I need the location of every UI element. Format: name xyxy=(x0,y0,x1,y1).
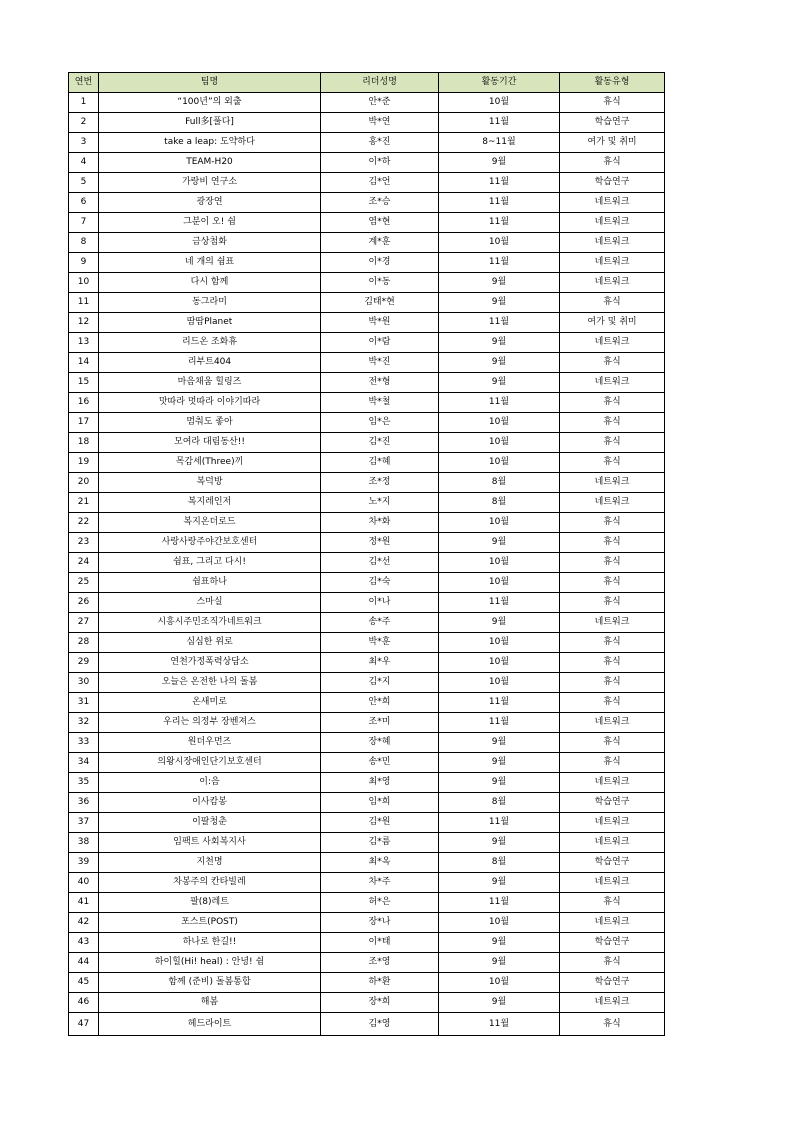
cell-activity-type: 학습연구 xyxy=(560,793,665,813)
cell-activity-type: 네트워크 xyxy=(560,613,665,633)
cell-leader-name: 이*태 xyxy=(321,933,439,953)
table-row xyxy=(69,273,665,293)
cell-team-name: 원더우먼즈 xyxy=(99,733,321,753)
header-activity-period: 활동기간 xyxy=(439,73,560,93)
cell-number: 33 xyxy=(69,733,99,753)
cell-activity-type: 네트워크 xyxy=(560,213,665,233)
cell-leader-name: 정*원 xyxy=(321,533,439,553)
cell-number: 15 xyxy=(69,373,99,393)
table-row xyxy=(69,553,665,573)
cell-leader-name: 최*영 xyxy=(321,773,439,793)
cell-team-name: 복덕방 xyxy=(99,473,321,493)
cell-number: 40 xyxy=(69,873,99,893)
table-row xyxy=(69,833,665,853)
cell-number: 5 xyxy=(69,173,99,193)
cell-activity-period: 9월 xyxy=(439,353,560,373)
table-row xyxy=(69,413,665,433)
table-row xyxy=(69,793,665,813)
cell-activity-period: 9월 xyxy=(439,533,560,553)
cell-number: 46 xyxy=(69,993,99,1013)
cell-leader-name: 박*진 xyxy=(321,353,439,373)
cell-team-name: 쉼표, 그리고 다시! xyxy=(99,553,321,573)
cell-activity-period: 9월 xyxy=(439,613,560,633)
cell-number: 32 xyxy=(69,713,99,733)
cell-team-name: 복지온더로드 xyxy=(99,513,321,533)
cell-activity-type: 네트워크 xyxy=(560,873,665,893)
cell-activity-period: 10월 xyxy=(439,633,560,653)
cell-leader-name: 차*화 xyxy=(321,513,439,533)
cell-activity-type: 네트워크 xyxy=(560,833,665,853)
cell-number: 26 xyxy=(69,593,99,613)
cell-team-name: 목감세(Three)끼 xyxy=(99,453,321,473)
cell-number: 17 xyxy=(69,413,99,433)
cell-activity-period: 11월 xyxy=(439,713,560,733)
table-row xyxy=(69,633,665,653)
cell-activity-type: 여가 및 취미 xyxy=(560,313,665,333)
cell-number: 10 xyxy=(69,273,99,293)
cell-leader-name: 임*은 xyxy=(321,413,439,433)
cell-number: 36 xyxy=(69,793,99,813)
table-row xyxy=(69,93,665,113)
table-row xyxy=(69,153,665,173)
cell-number: 30 xyxy=(69,673,99,693)
cell-number: 14 xyxy=(69,353,99,373)
cell-leader-name: 김*숙 xyxy=(321,573,439,593)
cell-leader-name: 김*원 xyxy=(321,813,439,833)
table-row xyxy=(69,293,665,313)
cell-activity-period: 9월 xyxy=(439,293,560,313)
cell-activity-type: 휴식 xyxy=(560,733,665,753)
cell-activity-type: 휴식 xyxy=(560,953,665,973)
cell-number: 21 xyxy=(69,493,99,513)
cell-number: 28 xyxy=(69,633,99,653)
cell-activity-period: 9월 xyxy=(439,873,560,893)
table-row xyxy=(69,213,665,233)
table-row xyxy=(69,993,665,1013)
cell-leader-name: 김*영 xyxy=(321,1013,439,1036)
cell-team-name: 팔(8)레트 xyxy=(99,893,321,913)
cell-team-name: 스마실 xyxy=(99,593,321,613)
cell-activity-period: 10월 xyxy=(439,673,560,693)
cell-activity-type: 휴식 xyxy=(560,433,665,453)
cell-activity-period: 9월 xyxy=(439,153,560,173)
cell-activity-period: 10월 xyxy=(439,453,560,473)
table-row xyxy=(69,693,665,713)
table-row xyxy=(69,533,665,553)
cell-activity-period: 11월 xyxy=(439,313,560,333)
cell-activity-type: 네트워크 xyxy=(560,913,665,933)
table-row xyxy=(69,753,665,773)
cell-team-name: 해봄 xyxy=(99,993,321,1013)
cell-activity-type: 휴식 xyxy=(560,93,665,113)
cell-activity-type: 휴식 xyxy=(560,1013,665,1036)
cell-team-name: 리부트404 xyxy=(99,353,321,373)
cell-number: 19 xyxy=(69,453,99,473)
cell-number: 23 xyxy=(69,533,99,553)
cell-activity-period: 8월 xyxy=(439,853,560,873)
cell-team-name: 광장연 xyxy=(99,193,321,213)
cell-activity-type: 휴식 xyxy=(560,393,665,413)
cell-activity-type: 휴식 xyxy=(560,633,665,653)
cell-team-name: 포스트(POST) xyxy=(99,913,321,933)
cell-number: 45 xyxy=(69,973,99,993)
cell-leader-name: 김태*현 xyxy=(321,293,439,313)
cell-leader-name: 박*철 xyxy=(321,393,439,413)
cell-leader-name: 허*은 xyxy=(321,893,439,913)
table-row xyxy=(69,353,665,373)
cell-activity-period: 9월 xyxy=(439,733,560,753)
table-row xyxy=(69,373,665,393)
header-number: 연번 xyxy=(69,73,99,93)
cell-activity-period: 11월 xyxy=(439,113,560,133)
cell-activity-type: 휴식 xyxy=(560,513,665,533)
table-body xyxy=(69,93,665,1036)
cell-activity-type: 휴식 xyxy=(560,753,665,773)
cell-number: 6 xyxy=(69,193,99,213)
table-row xyxy=(69,873,665,893)
cell-number: 47 xyxy=(69,1013,99,1036)
cell-activity-period: 8월 xyxy=(439,473,560,493)
table-row xyxy=(69,853,665,873)
cell-leader-name: 김*언 xyxy=(321,173,439,193)
table-row xyxy=(69,613,665,633)
table-row xyxy=(69,733,665,753)
cell-team-name: 의왕시장애인단기보호센터 xyxy=(99,753,321,773)
table-row xyxy=(69,813,665,833)
cell-leader-name: 이*나 xyxy=(321,593,439,613)
cell-number: 20 xyxy=(69,473,99,493)
cell-activity-type: 네트워크 xyxy=(560,493,665,513)
cell-leader-name: 박*연 xyxy=(321,113,439,133)
cell-activity-period: 11월 xyxy=(439,1013,560,1036)
cell-leader-name: 장*혜 xyxy=(321,733,439,753)
cell-leader-name: 김*혜 xyxy=(321,453,439,473)
cell-activity-period: 9월 xyxy=(439,373,560,393)
cell-number: 22 xyxy=(69,513,99,533)
cell-number: 16 xyxy=(69,393,99,413)
cell-activity-period: 10월 xyxy=(439,553,560,573)
cell-leader-name: 김*지 xyxy=(321,673,439,693)
cell-team-name: 동그라미 xyxy=(99,293,321,313)
cell-activity-type: 네트워크 xyxy=(560,773,665,793)
cell-leader-name: 안*희 xyxy=(321,693,439,713)
cell-number: 35 xyxy=(69,773,99,793)
cell-team-name: 땀땀Planet xyxy=(99,313,321,333)
cell-number: 25 xyxy=(69,573,99,593)
cell-team-name: 연천가정폭력상담소 xyxy=(99,653,321,673)
cell-activity-type: 휴식 xyxy=(560,153,665,173)
cell-team-name: 이사캄봉 xyxy=(99,793,321,813)
cell-team-name: 오늘은 온전한 나의 돌봄 xyxy=(99,673,321,693)
cell-activity-type: 네트워크 xyxy=(560,473,665,493)
table-header-row xyxy=(69,73,665,93)
cell-leader-name: 이*하 xyxy=(321,153,439,173)
cell-activity-type: 네트워크 xyxy=(560,333,665,353)
header-team-name: 팀명 xyxy=(99,73,321,93)
cell-activity-period: 10월 xyxy=(439,413,560,433)
cell-activity-period: 11월 xyxy=(439,193,560,213)
cell-team-name: 모여라 대림동산!! xyxy=(99,433,321,453)
cell-activity-period: 10월 xyxy=(439,93,560,113)
cell-leader-name: 홍*진 xyxy=(321,133,439,153)
table-row xyxy=(69,493,665,513)
cell-team-name: 헤드라이트 xyxy=(99,1013,321,1036)
cell-team-name: 심심한 위로 xyxy=(99,633,321,653)
cell-number: 12 xyxy=(69,313,99,333)
table-row xyxy=(69,973,665,993)
cell-activity-type: 휴식 xyxy=(560,593,665,613)
cell-leader-name: 염*현 xyxy=(321,213,439,233)
cell-activity-type: 휴식 xyxy=(560,553,665,573)
cell-leader-name: 전*형 xyxy=(321,373,439,393)
cell-leader-name: 송*민 xyxy=(321,753,439,773)
cell-team-name: 맛따라 멋따라 이야기따라 xyxy=(99,393,321,413)
cell-activity-period: 11월 xyxy=(439,393,560,413)
cell-team-name: 네 개의 쉼표 xyxy=(99,253,321,273)
cell-activity-type: 휴식 xyxy=(560,653,665,673)
cell-team-name: 마음채움 힐링즈 xyxy=(99,373,321,393)
table-row xyxy=(69,393,665,413)
cell-number: 27 xyxy=(69,613,99,633)
cell-leader-name: 조*영 xyxy=(321,953,439,973)
table-row xyxy=(69,573,665,593)
cell-number: 18 xyxy=(69,433,99,453)
cell-team-name: 리드온 조화휴 xyxy=(99,333,321,353)
cell-activity-period: 10월 xyxy=(439,433,560,453)
cell-leader-name: 장*나 xyxy=(321,913,439,933)
cell-leader-name: 장*희 xyxy=(321,993,439,1013)
cell-number: 2 xyxy=(69,113,99,133)
cell-number: 13 xyxy=(69,333,99,353)
table-row xyxy=(69,773,665,793)
cell-number: 3 xyxy=(69,133,99,153)
cell-number: 41 xyxy=(69,893,99,913)
cell-number: 9 xyxy=(69,253,99,273)
cell-activity-period: 10월 xyxy=(439,573,560,593)
cell-team-name: 하이힐(Hi! heal) : 안녕! 쉼 xyxy=(99,953,321,973)
table-row xyxy=(69,953,665,973)
cell-activity-period: 10월 xyxy=(439,913,560,933)
cell-number: 38 xyxy=(69,833,99,853)
table-row xyxy=(69,1013,665,1036)
cell-team-name: 임팩트 사회복지사 xyxy=(99,833,321,853)
cell-activity-type: 네트워크 xyxy=(560,233,665,253)
cell-activity-type: 휴식 xyxy=(560,453,665,473)
cell-activity-type: 휴식 xyxy=(560,353,665,373)
cell-activity-type: 네트워크 xyxy=(560,193,665,213)
cell-leader-name: 계*훈 xyxy=(321,233,439,253)
cell-team-name: TEAM-H20 xyxy=(99,153,321,173)
table-row xyxy=(69,173,665,193)
cell-activity-period: 11월 xyxy=(439,253,560,273)
cell-leader-name: 박*원 xyxy=(321,313,439,333)
cell-number: 1 xyxy=(69,93,99,113)
cell-activity-period: 9월 xyxy=(439,993,560,1013)
cell-leader-name: 하*환 xyxy=(321,973,439,993)
cell-number: 34 xyxy=(69,753,99,773)
table-row xyxy=(69,113,665,133)
cell-number: 11 xyxy=(69,293,99,313)
cell-leader-name: 박*훈 xyxy=(321,633,439,653)
table-row xyxy=(69,133,665,153)
cell-number: 37 xyxy=(69,813,99,833)
cell-number: 44 xyxy=(69,953,99,973)
cell-activity-period: 8~11월 xyxy=(439,133,560,153)
cell-team-name: 하나로 한길!! xyxy=(99,933,321,953)
cell-team-name: 지천명 xyxy=(99,853,321,873)
cell-activity-type: 휴식 xyxy=(560,693,665,713)
cell-activity-type: 학습연구 xyxy=(560,973,665,993)
cell-team-name: 복지레인저 xyxy=(99,493,321,513)
cell-activity-type: 학습연구 xyxy=(560,853,665,873)
header-leader-name: 리더성명 xyxy=(321,73,439,93)
cell-activity-period: 9월 xyxy=(439,933,560,953)
cell-number: 43 xyxy=(69,933,99,953)
cell-activity-type: 네트워크 xyxy=(560,813,665,833)
cell-number: 4 xyxy=(69,153,99,173)
cell-activity-type: 네트워크 xyxy=(560,253,665,273)
table-row xyxy=(69,473,665,493)
team-list-table xyxy=(68,72,665,1036)
cell-team-name: 이:음 xyxy=(99,773,321,793)
table-row xyxy=(69,713,665,733)
cell-number: 24 xyxy=(69,553,99,573)
header-activity-type: 활동유형 xyxy=(560,73,665,93)
cell-activity-type: 네트워크 xyxy=(560,273,665,293)
cell-team-name: 가랑비 연구소 xyxy=(99,173,321,193)
table-row xyxy=(69,933,665,953)
cell-activity-type: 휴식 xyxy=(560,673,665,693)
cell-leader-name: 조*미 xyxy=(321,713,439,733)
cell-leader-name: 김*진 xyxy=(321,433,439,453)
table-row xyxy=(69,313,665,333)
cell-leader-name: 이*경 xyxy=(321,253,439,273)
cell-activity-period: 11월 xyxy=(439,813,560,833)
cell-leader-name: 송*주 xyxy=(321,613,439,633)
table-row xyxy=(69,233,665,253)
cell-activity-period: 10월 xyxy=(439,233,560,253)
cell-team-name: 쉼표하나 xyxy=(99,573,321,593)
table-row xyxy=(69,673,665,693)
cell-activity-type: 학습연구 xyxy=(560,113,665,133)
cell-team-name: 멈춰도 좋아 xyxy=(99,413,321,433)
cell-team-name: 온새미로 xyxy=(99,693,321,713)
cell-leader-name: 이*람 xyxy=(321,333,439,353)
cell-activity-type: 네트워크 xyxy=(560,713,665,733)
cell-activity-period: 9월 xyxy=(439,833,560,853)
cell-team-name: 금상첨화 xyxy=(99,233,321,253)
cell-activity-type: 휴식 xyxy=(560,293,665,313)
cell-activity-period: 11월 xyxy=(439,213,560,233)
cell-activity-period: 10월 xyxy=(439,973,560,993)
table-row xyxy=(69,593,665,613)
table-row xyxy=(69,453,665,473)
cell-leader-name: 안*준 xyxy=(321,93,439,113)
cell-activity-period: 10월 xyxy=(439,513,560,533)
cell-team-name: 시흥시주민조직가네트워크 xyxy=(99,613,321,633)
cell-team-name: “100년”의 외출 xyxy=(99,93,321,113)
cell-activity-period: 9월 xyxy=(439,773,560,793)
cell-leader-name: 조*승 xyxy=(321,193,439,213)
cell-activity-type: 여가 및 취미 xyxy=(560,133,665,153)
cell-number: 31 xyxy=(69,693,99,713)
cell-activity-period: 9월 xyxy=(439,273,560,293)
cell-leader-name: 김*선 xyxy=(321,553,439,573)
cell-leader-name: 최*우 xyxy=(321,653,439,673)
cell-team-name: 함께 (준비) 돌봄통합 xyxy=(99,973,321,993)
cell-leader-name: 차*주 xyxy=(321,873,439,893)
table-row xyxy=(69,333,665,353)
cell-activity-period: 11월 xyxy=(439,693,560,713)
cell-leader-name: 이*동 xyxy=(321,273,439,293)
cell-number: 8 xyxy=(69,233,99,253)
cell-activity-period: 11월 xyxy=(439,593,560,613)
table-row xyxy=(69,893,665,913)
cell-team-name: 그분이 오! 쉼 xyxy=(99,213,321,233)
table-row xyxy=(69,513,665,533)
cell-leader-name: 최*옥 xyxy=(321,853,439,873)
cell-team-name: take a leap: 도약하다 xyxy=(99,133,321,153)
table-row xyxy=(69,253,665,273)
cell-team-name: Full多[풀다] xyxy=(99,113,321,133)
cell-activity-period: 8월 xyxy=(439,793,560,813)
cell-activity-type: 휴식 xyxy=(560,893,665,913)
cell-team-name: 차봉주의 칸타빌레 xyxy=(99,873,321,893)
cell-activity-period: 8월 xyxy=(439,493,560,513)
cell-activity-type: 학습연구 xyxy=(560,933,665,953)
cell-number: 39 xyxy=(69,853,99,873)
cell-activity-period: 9월 xyxy=(439,953,560,973)
cell-activity-type: 네트워크 xyxy=(560,993,665,1013)
cell-number: 29 xyxy=(69,653,99,673)
cell-activity-period: 11월 xyxy=(439,893,560,913)
cell-activity-type: 휴식 xyxy=(560,413,665,433)
cell-activity-period: 10월 xyxy=(439,653,560,673)
cell-activity-period: 11월 xyxy=(439,173,560,193)
cell-leader-name: 김*름 xyxy=(321,833,439,853)
cell-team-name: 이팔청춘 xyxy=(99,813,321,833)
cell-activity-period: 9월 xyxy=(439,333,560,353)
cell-activity-type: 학습연구 xyxy=(560,173,665,193)
cell-team-name: 우리는 의정부 장벤져스 xyxy=(99,713,321,733)
cell-leader-name: 조*정 xyxy=(321,473,439,493)
cell-activity-type: 휴식 xyxy=(560,533,665,553)
cell-activity-period: 9월 xyxy=(439,753,560,773)
table-row xyxy=(69,653,665,673)
table-row xyxy=(69,433,665,453)
table-row xyxy=(69,193,665,213)
cell-leader-name: 임*희 xyxy=(321,793,439,813)
cell-number: 42 xyxy=(69,913,99,933)
cell-leader-name: 노*지 xyxy=(321,493,439,513)
cell-activity-type: 휴식 xyxy=(560,573,665,593)
table-row xyxy=(69,913,665,933)
cell-team-name: 다시 함께 xyxy=(99,273,321,293)
cell-number: 7 xyxy=(69,213,99,233)
cell-activity-type: 네트워크 xyxy=(560,373,665,393)
cell-team-name: 사랑사랑주야간보호센터 xyxy=(99,533,321,553)
